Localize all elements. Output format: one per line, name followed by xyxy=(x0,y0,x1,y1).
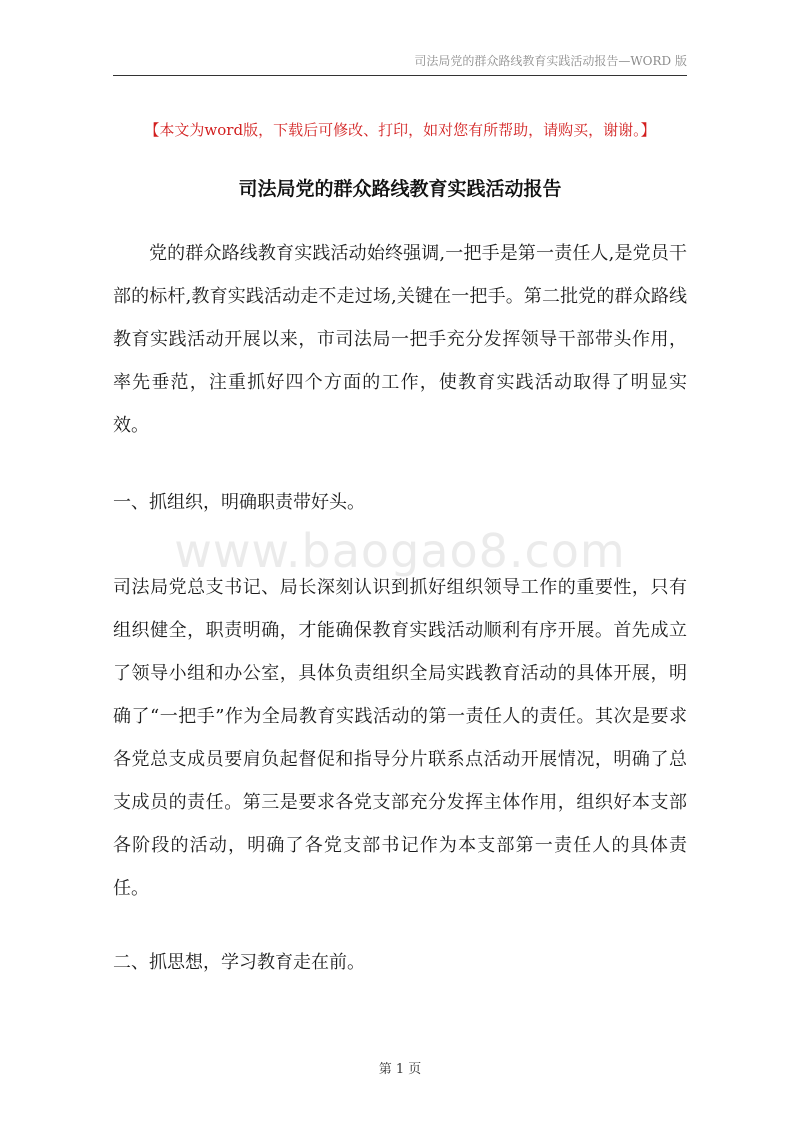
page-number: 第 1 页 xyxy=(378,1062,422,1077)
watermark: www.baogao8.com xyxy=(174,524,626,578)
section-heading-2: 二、抓思想，学习教育走在前。 xyxy=(113,952,365,973)
document-title: 司法局党的群众路线教育实践活动报告 xyxy=(238,178,562,200)
running-header: 司法局党的群众路线教育实践活动报告—WORD 版 xyxy=(113,52,687,76)
section-1-paragraph: 司法局党总支书记、局长深刻认识到抓好组织领导工作的重要性，只有组织健全，职责明确，才能确保教育实践活动顺利有序开展。首先成立了领导小组和办公室，具体负责组织全局实践教育活动的具体开展，明确了“一把手”作为全局教育实践活动的第一责任人的责任。其次是要求各党总支成员要肩负起督促和指导分片联系点活动开展情况，明确了总支成员的责任。第三是要求各党支部充分发挥主体作用，组织好本支部各阶段的活动，明确了各党支部书记作为本支部第一责任人的具体责任。 xyxy=(113,577,687,899)
purchase-notice: 【本文为word版，下载后可修改、打印，如对您有所帮助，请购买，谢谢。】 xyxy=(144,121,656,139)
section-heading-1: 一、抓组织，明确职责带好头。 xyxy=(113,492,365,513)
intro-paragraph: 党的群众路线教育实践活动始终强调,一把手是第一责任人,是党员干部的标杆,教育实践活动走不走过场,关键在一把手。第二批党的群众路线教育实践活动开展以来，市司法局一把手充分发挥领导干部带头作用，率先垂范，注重抓好四个方面的工作，使教育实践活动取得了明显实效。 xyxy=(113,243,687,436)
